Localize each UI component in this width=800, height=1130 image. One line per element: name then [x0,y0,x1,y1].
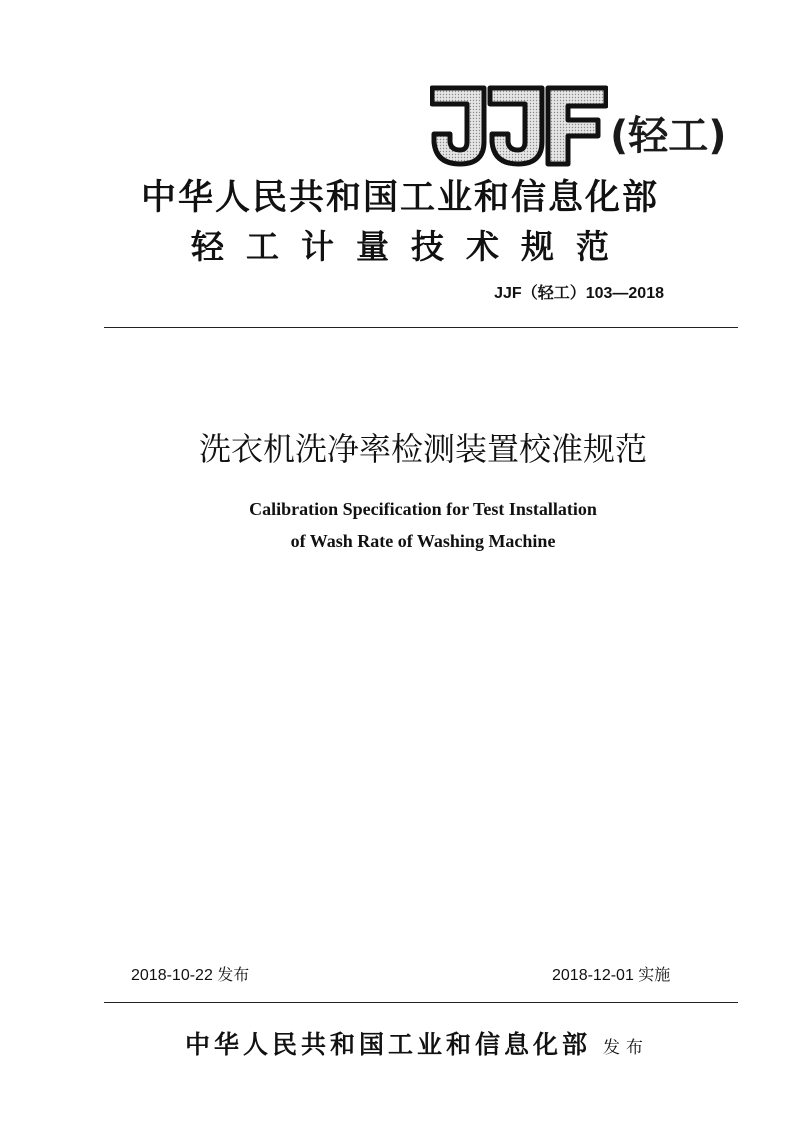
spec-category: 轻工计量技术规范 [191,227,631,266]
ministry-title: 中华人民共和国工业和信息化部 [140,177,659,218]
top-divider [104,327,738,328]
document-number: JJF（轻工）103—2018 [494,285,664,302]
document-title-en-line1: Calibration Specification for Test Installation [249,499,597,519]
logo-suffix: (轻工) [610,113,727,159]
jjf-logo [430,84,770,174]
effective-date: 2018-12-01 实施 [552,967,671,984]
jjf-logo-mark [430,84,608,168]
document-title-en-line2: of Wash Rate of Washing Machine [290,531,556,551]
document-title-zh: 洗衣机洗净率检测装置校准规范 [198,430,647,468]
publisher-action: 发布 [603,1038,650,1058]
publisher-line [185,1028,649,1065]
bottom-divider [104,1002,738,1003]
publisher-name: 中华人民共和国工业和信息化部 [185,1030,592,1059]
issue-date: 2018-10-22 发布 [131,967,250,984]
